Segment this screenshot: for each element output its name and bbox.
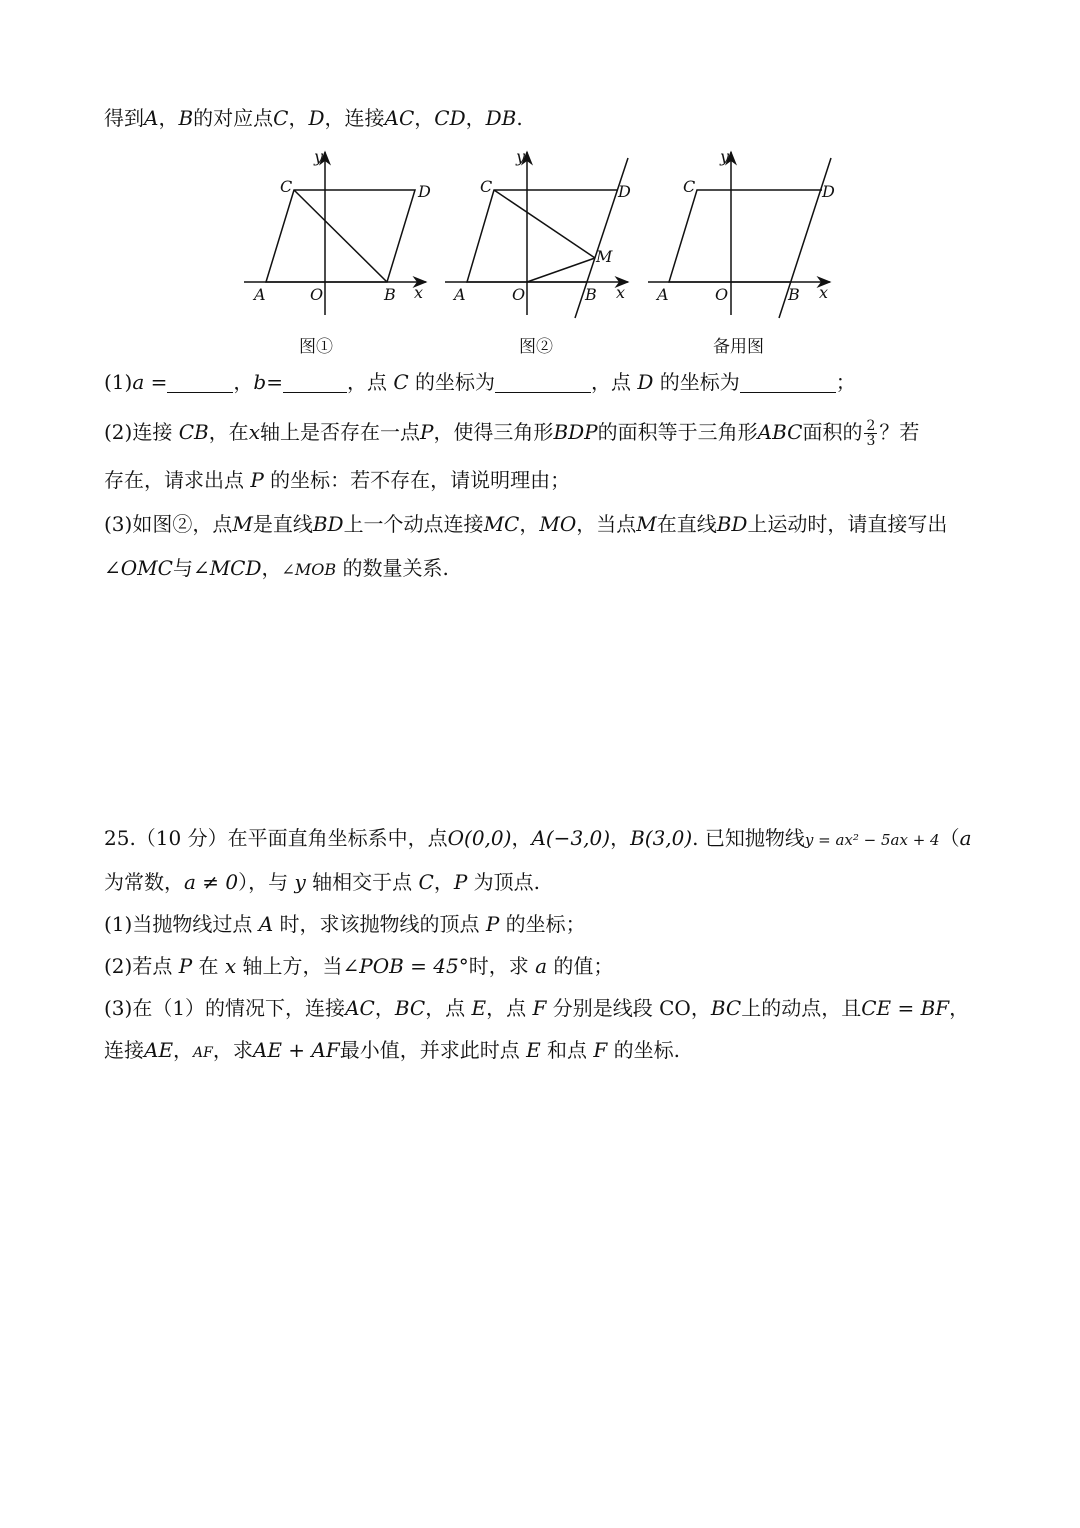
segment-cm [494, 190, 595, 258]
text: 在 [192, 954, 225, 978]
sep: ， [414, 106, 435, 130]
text: 得到 [104, 106, 144, 130]
equality: CE = BF [861, 996, 950, 1020]
text: 上运动时，请直接写出 [747, 512, 948, 536]
sep: ， [158, 106, 179, 130]
text: . 已知抛物线 [692, 826, 805, 850]
q25-header [104, 824, 980, 854]
caption-fig-2: 图② [519, 337, 553, 357]
q25-part-3-cont [104, 1036, 980, 1067]
triangle-abc: ABC [757, 420, 803, 444]
sep: ， [288, 106, 309, 130]
var-a: a [535, 954, 548, 978]
condition: a ≠ 0 [184, 870, 239, 894]
text: 的面积等于三角形 [597, 420, 758, 444]
triangle-bdp: BDP [553, 420, 598, 444]
text: 面积的 [802, 420, 863, 444]
text: 轴上方，当 [236, 954, 343, 978]
text: ，点 [425, 996, 472, 1020]
label-a: A [454, 285, 466, 304]
label-b: B [788, 285, 800, 304]
var-p: P [178, 954, 193, 978]
segment-cb [294, 190, 387, 282]
line-bd: BD [312, 512, 344, 536]
text: ，求 [212, 1038, 253, 1062]
q25-header-cont [104, 868, 980, 896]
var-x: x [248, 420, 260, 444]
var-p: P [419, 420, 434, 444]
text: = [266, 370, 283, 394]
var-e: E [526, 1038, 541, 1062]
label-y: y [516, 147, 526, 166]
var-m: M [232, 512, 253, 536]
parallelogram-open [467, 190, 618, 282]
seg-mc: MC [483, 512, 520, 536]
var-c: C [273, 106, 289, 130]
var-b: B [178, 106, 194, 130]
text: 的坐标为 [408, 370, 496, 394]
var-a: A [144, 106, 159, 130]
var-y: y [294, 870, 306, 894]
label-o: O [715, 285, 729, 304]
text: (2)连接 [104, 420, 179, 444]
seg-bc: BC [394, 996, 426, 1020]
intro-line [104, 104, 980, 132]
line-bd: BD [716, 512, 748, 536]
var-e: E [471, 996, 487, 1020]
text: 的值； [547, 954, 614, 978]
text: (1)当抛物线过点 [104, 912, 259, 936]
caption-fig-1: 图① [299, 337, 333, 357]
angle-mcd: ∠MCD [192, 556, 262, 580]
q24-part-2-cont [104, 466, 980, 494]
angle-mob: ∠MOB [281, 560, 337, 579]
label-c: C [280, 177, 293, 196]
sum-expression: AE + AF [252, 1038, 340, 1062]
label-o: O [310, 285, 324, 304]
angle-omc: ∠OMC [104, 556, 173, 580]
seg-ae: AE [144, 1038, 174, 1062]
text: 是直线 [252, 512, 313, 536]
text: ， [519, 512, 540, 536]
q25-part-1 [104, 910, 980, 938]
var-d: D [637, 370, 654, 394]
text: 25.（10 分）在平面直角坐标系中，点 [104, 826, 448, 850]
var-a: a [959, 826, 972, 850]
var-c: C [393, 370, 409, 394]
text: 和点 [540, 1038, 594, 1062]
text: ， [433, 870, 454, 894]
text: 与 [172, 556, 193, 580]
point-o: O(0,0) [447, 826, 512, 850]
text: 分别是线段 CO， [546, 996, 711, 1020]
var-m: M [636, 512, 657, 536]
denominator: 3 [866, 433, 876, 449]
var-c: C [418, 870, 434, 894]
parallelogram-open [669, 190, 822, 282]
text: 的坐标：若不存在，请说明理由； [263, 468, 571, 492]
var-a: A [258, 912, 274, 936]
text: ，点 [591, 370, 638, 394]
seg-ac: AC [384, 106, 415, 130]
label-x: x [414, 283, 424, 302]
q25-part-3 [104, 994, 980, 1022]
angle-condition: ∠POB = 45° [342, 954, 469, 978]
text: ，在 [208, 420, 249, 444]
seg-cb: CB [178, 420, 209, 444]
q24-part-3-cont [104, 554, 980, 584]
var-f: F [593, 1038, 608, 1062]
label-a: A [254, 285, 266, 304]
text: ， [610, 826, 631, 850]
text: (2)若点 [104, 954, 179, 978]
text: 的坐标； [499, 912, 586, 936]
answer-blank-a[interactable] [167, 372, 233, 393]
text: ， [173, 1038, 194, 1062]
text: 上一个动点连接 [343, 512, 484, 536]
text: ，点 [486, 996, 533, 1020]
label-y: y [720, 147, 730, 166]
text: 连接 [104, 1038, 144, 1062]
point-b: B(3,0) [630, 826, 693, 850]
text: 的坐标. [607, 1038, 681, 1062]
text: 的坐标为 [653, 370, 740, 394]
answer-blank-c[interactable] [495, 372, 591, 393]
label-y: y [314, 147, 324, 166]
label-d: D [418, 182, 431, 201]
seg-ac: AC [345, 996, 375, 1020]
var-f: F [532, 996, 547, 1020]
label-a: A [657, 285, 669, 304]
text: 轴上是否存在一点 [259, 420, 420, 444]
text: ？若 [879, 420, 920, 444]
label-m: M [596, 247, 613, 266]
text: 轴相交于点 [305, 870, 419, 894]
text: 在直线 [656, 512, 717, 536]
text: ； [835, 370, 856, 394]
label-d: D [822, 182, 835, 201]
text: 的数量关系. [336, 556, 449, 580]
figure-3 [648, 152, 831, 318]
label-x: x [819, 283, 829, 302]
q24-part-3 [104, 510, 980, 538]
text: 时，求 [468, 954, 536, 978]
text: = [144, 370, 168, 394]
var-b: b [253, 370, 267, 394]
text: 为常数， [104, 870, 184, 894]
text: ， [949, 996, 970, 1020]
label-d: D [618, 182, 631, 201]
text: ， [261, 556, 282, 580]
var-a: a [132, 370, 145, 394]
answer-blank-d[interactable] [740, 372, 836, 393]
fraction-two-thirds [864, 419, 877, 448]
text: 的对应点 [193, 106, 274, 130]
seg-db: DB [485, 106, 517, 130]
sep: ， [465, 106, 486, 130]
var-p: P [485, 912, 500, 936]
text: (3)在（1）的情况下，连接 [104, 996, 346, 1020]
text: ， [511, 826, 532, 850]
caption-fig-3: 备用图 [713, 337, 764, 357]
seg-mo: MO [539, 512, 577, 536]
text: ， [374, 996, 395, 1020]
text: ，点 [346, 370, 394, 394]
text: ，当点 [576, 512, 637, 536]
seg-bc: BC [710, 996, 742, 1020]
text: 最小值，并求此时点 [339, 1038, 527, 1062]
text: 存在，请求出点 [104, 468, 251, 492]
seg-af: AF [193, 1045, 213, 1061]
numerator: 2 [866, 418, 876, 434]
point-a: A(−3,0) [531, 826, 611, 850]
q25-part-2 [104, 952, 980, 980]
q24-part-1 [104, 368, 980, 396]
text: ，使得三角形 [433, 420, 554, 444]
answer-blank-b[interactable] [283, 372, 347, 393]
text: ，连接 [324, 106, 385, 130]
var-d: D [308, 106, 325, 130]
text: 上的动点，且 [741, 996, 862, 1020]
parabola-formula: y = ax² − 5ax + 4 [804, 831, 940, 849]
label-b: B [384, 285, 396, 304]
figure-1 [244, 152, 426, 315]
figure-2 [445, 152, 628, 318]
var-p: P [453, 870, 468, 894]
text: ），与 [238, 870, 295, 894]
text: ， [233, 370, 254, 394]
label-c: C [480, 177, 493, 196]
segment-om [527, 258, 595, 282]
q24-part-2 [104, 418, 980, 448]
label-o: O [512, 285, 526, 304]
text: 为顶点. [467, 870, 541, 894]
label-b: B [585, 285, 597, 304]
label-x: x [616, 283, 626, 302]
seg-cd: CD [434, 106, 466, 130]
var-x: x [224, 954, 237, 978]
text: (1) [104, 370, 133, 394]
label-c: C [683, 177, 696, 196]
figures [230, 140, 850, 330]
var-p: P [250, 468, 264, 492]
text: 时，求该抛物线的顶点 [273, 912, 486, 936]
text: (3)如图②，点 [104, 512, 233, 536]
period: . [516, 106, 523, 130]
text: （ [939, 826, 960, 850]
